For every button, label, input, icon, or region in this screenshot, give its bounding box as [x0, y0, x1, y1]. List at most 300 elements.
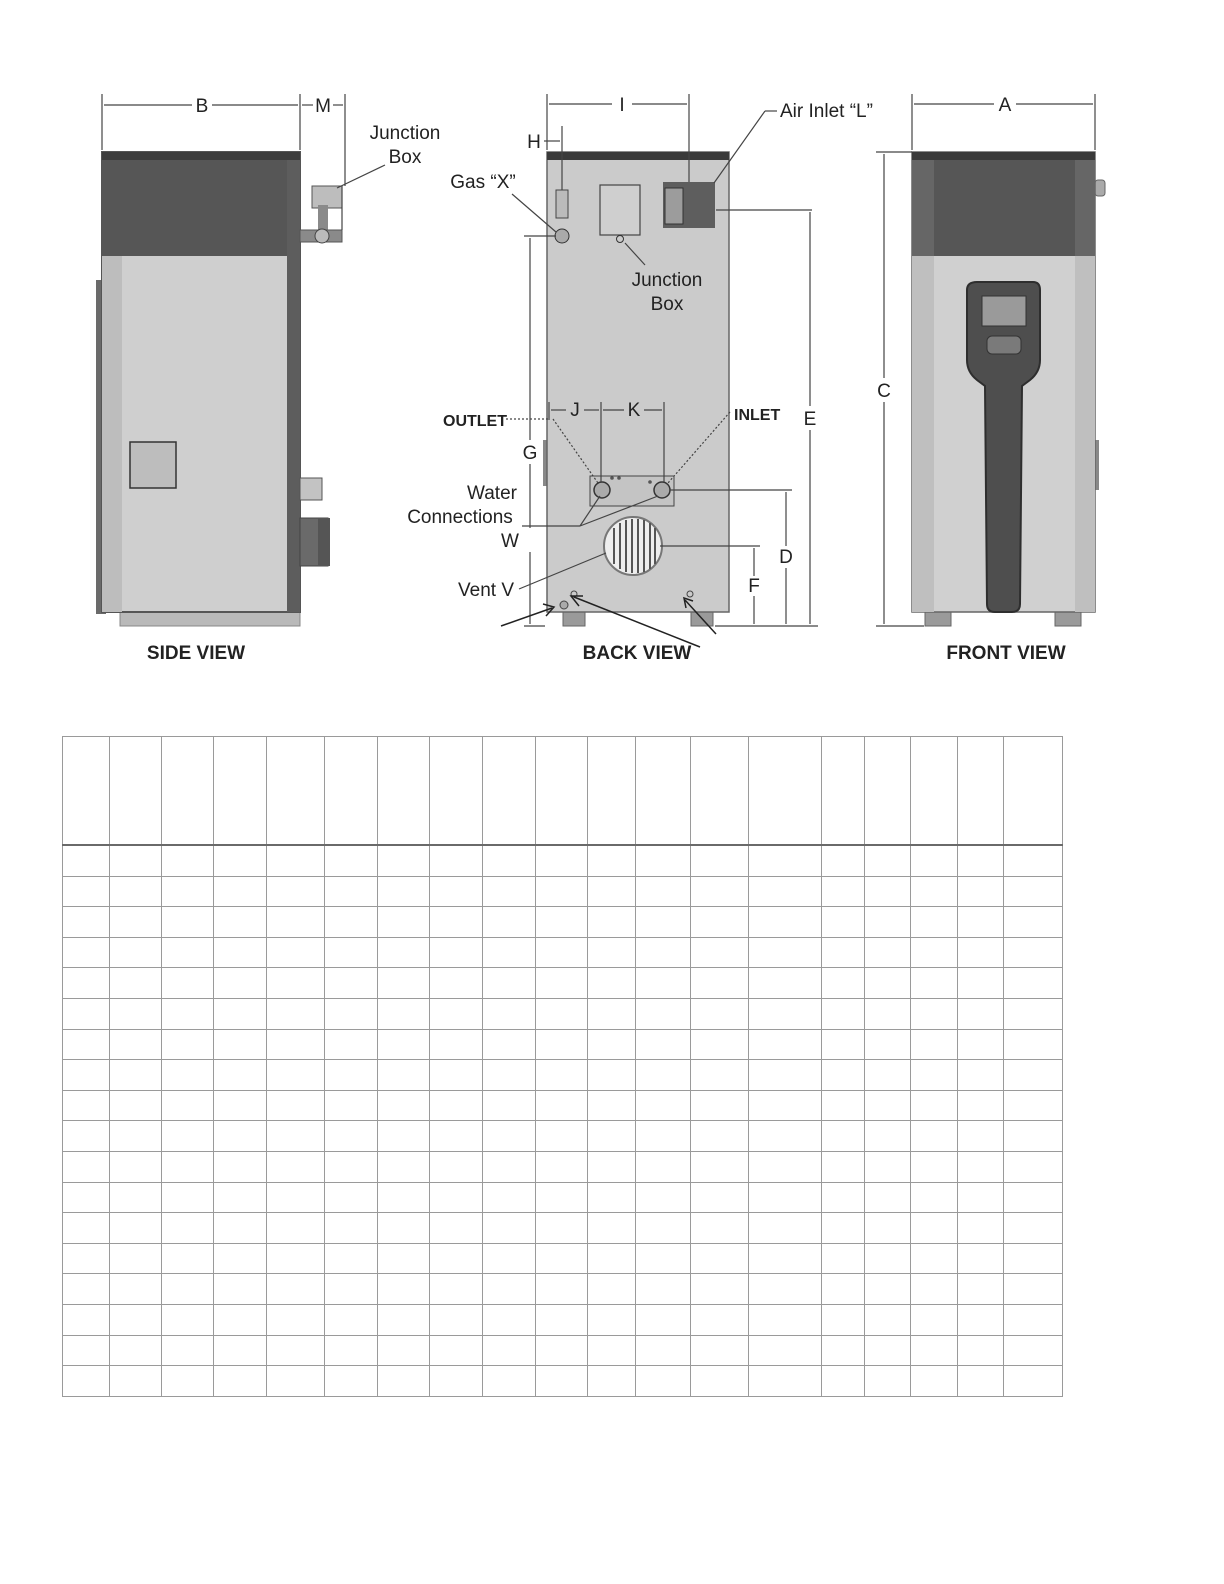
- table-cell: [162, 968, 214, 999]
- table-cell: [1004, 1182, 1063, 1213]
- table-cell: [63, 1304, 110, 1335]
- table-header-cell: [749, 737, 822, 846]
- table-cell: [536, 1335, 588, 1366]
- table-cell: [110, 1243, 162, 1274]
- table-cell: [110, 1335, 162, 1366]
- table-cell: [483, 1335, 536, 1366]
- table-cell: [749, 1304, 822, 1335]
- table-cell: [430, 968, 483, 999]
- table-cell: [865, 1213, 911, 1244]
- table-cell: [911, 998, 958, 1029]
- table-cell: [588, 1274, 636, 1305]
- table-cell: [588, 1243, 636, 1274]
- table-cell: [267, 1029, 325, 1060]
- back-junction-box-label-line2: Box: [650, 294, 684, 315]
- table-cell: [636, 1335, 691, 1366]
- table-row: [63, 1304, 1063, 1335]
- table-header-cell: [958, 737, 1004, 846]
- table-cell: [1004, 1366, 1063, 1397]
- table-cell: [588, 1213, 636, 1244]
- table-cell: [749, 1182, 822, 1213]
- table-cell: [588, 1304, 636, 1335]
- table-cell: [483, 845, 536, 876]
- table-cell: [267, 968, 325, 999]
- vent-label: Vent V: [458, 580, 514, 601]
- table-header-cell: [536, 737, 588, 846]
- table-cell: [865, 1182, 911, 1213]
- table-cell: [865, 907, 911, 938]
- table-cell: [63, 876, 110, 907]
- table-cell: [267, 1366, 325, 1397]
- back-view: [407, 94, 873, 664]
- table-cell: [911, 1060, 958, 1091]
- table-cell: [110, 1151, 162, 1182]
- table-cell: [378, 876, 430, 907]
- table-cell: [430, 907, 483, 938]
- table-cell: [822, 937, 865, 968]
- table-cell: [636, 1213, 691, 1244]
- table-cell: [636, 998, 691, 1029]
- table-cell: [110, 876, 162, 907]
- inlet-label: INLET: [734, 407, 781, 424]
- table-cell: [865, 1366, 911, 1397]
- table-cell: [865, 1029, 911, 1060]
- table-cell: [162, 1366, 214, 1397]
- table-cell: [911, 937, 958, 968]
- table-cell: [430, 1121, 483, 1152]
- dim-g-label: G: [522, 443, 538, 464]
- table-cell: [378, 1213, 430, 1244]
- table-cell: [267, 937, 325, 968]
- table-cell: [430, 1243, 483, 1274]
- table-cell: [865, 1243, 911, 1274]
- table-cell: [325, 937, 378, 968]
- table-cell: [378, 937, 430, 968]
- table-row: [63, 1213, 1063, 1244]
- table-cell: [911, 1274, 958, 1305]
- table-row: [63, 998, 1063, 1029]
- table-cell: [691, 1151, 749, 1182]
- table-cell: [214, 1213, 267, 1244]
- table-cell: [822, 876, 865, 907]
- table-cell: [110, 1060, 162, 1091]
- table-cell: [636, 907, 691, 938]
- table-cell: [822, 1366, 865, 1397]
- table-cell: [483, 1151, 536, 1182]
- table-cell: [749, 1121, 822, 1152]
- table-cell: [865, 1335, 911, 1366]
- table-header-cell: [691, 737, 749, 846]
- dim-h-label: H: [527, 132, 541, 153]
- table-cell: [267, 876, 325, 907]
- table-cell: [483, 1121, 536, 1152]
- table-cell: [691, 1366, 749, 1397]
- table-cell: [483, 937, 536, 968]
- table-cell: [865, 876, 911, 907]
- table-cell: [430, 876, 483, 907]
- table-row: [63, 876, 1063, 907]
- table-cell: [483, 1243, 536, 1274]
- table-cell: [63, 1121, 110, 1152]
- table-cell: [110, 1121, 162, 1152]
- table-cell: [63, 998, 110, 1029]
- table-cell: [588, 1182, 636, 1213]
- table-cell: [691, 1060, 749, 1091]
- table-cell: [325, 1274, 378, 1305]
- table-row: [63, 1243, 1063, 1274]
- table-cell: [636, 1182, 691, 1213]
- table-cell: [1004, 907, 1063, 938]
- table-cell: [958, 1151, 1004, 1182]
- table-cell: [214, 845, 267, 876]
- table-cell: [162, 1151, 214, 1182]
- table-cell: [162, 1090, 214, 1121]
- table-cell: [483, 1060, 536, 1091]
- table-cell: [911, 1029, 958, 1060]
- table-cell: [636, 1029, 691, 1060]
- table-cell: [749, 937, 822, 968]
- table-cell: [483, 1029, 536, 1060]
- table-cell: [536, 1182, 588, 1213]
- dim-f-label: F: [748, 576, 760, 597]
- table-cell: [63, 1243, 110, 1274]
- table-header-cell: [1004, 737, 1063, 846]
- table-cell: [214, 937, 267, 968]
- table-cell: [822, 1121, 865, 1152]
- table-cell: [691, 1304, 749, 1335]
- table-cell: [588, 907, 636, 938]
- table-cell: [162, 998, 214, 1029]
- table-cell: [958, 1243, 1004, 1274]
- table-cell: [110, 1182, 162, 1213]
- table-cell: [110, 1304, 162, 1335]
- table-cell: [267, 1274, 325, 1305]
- table-cell: [214, 1029, 267, 1060]
- table-cell: [214, 1090, 267, 1121]
- table-cell: [958, 1274, 1004, 1305]
- table-cell: [911, 1151, 958, 1182]
- table-cell: [588, 968, 636, 999]
- table-cell: [749, 1090, 822, 1121]
- table-cell: [1004, 937, 1063, 968]
- table-cell: [911, 1213, 958, 1244]
- table-cell: [958, 1182, 1004, 1213]
- table-cell: [378, 968, 430, 999]
- table-cell: [822, 1304, 865, 1335]
- table-cell: [958, 1304, 1004, 1335]
- table-cell: [214, 1121, 267, 1152]
- table-cell: [214, 1182, 267, 1213]
- table-cell: [214, 907, 267, 938]
- table-cell: [162, 1121, 214, 1152]
- table-cell: [378, 1060, 430, 1091]
- table-cell: [691, 1213, 749, 1244]
- table-cell: [536, 937, 588, 968]
- table-cell: [325, 1121, 378, 1152]
- table-cell: [749, 845, 822, 876]
- table-cell: [110, 845, 162, 876]
- table-row: [63, 1060, 1063, 1091]
- table-cell: [378, 1366, 430, 1397]
- table-cell: [749, 1213, 822, 1244]
- table-cell: [63, 1029, 110, 1060]
- table-cell: [536, 1121, 588, 1152]
- table-cell: [325, 1182, 378, 1213]
- table-cell: [588, 1090, 636, 1121]
- table-cell: [325, 1090, 378, 1121]
- table-cell: [911, 845, 958, 876]
- table-cell: [536, 845, 588, 876]
- table-cell: [267, 1090, 325, 1121]
- table-cell: [483, 907, 536, 938]
- table-cell: [162, 876, 214, 907]
- dim-d-label: D: [779, 547, 793, 568]
- table-header-cell: [63, 737, 110, 846]
- table-cell: [214, 998, 267, 1029]
- table-cell: [162, 1213, 214, 1244]
- table-cell: [325, 1243, 378, 1274]
- table-cell: [430, 1304, 483, 1335]
- table-cell: [325, 968, 378, 999]
- table-cell: [636, 937, 691, 968]
- table-cell: [588, 1151, 636, 1182]
- table-cell: [536, 1060, 588, 1091]
- table-row: [63, 1151, 1063, 1182]
- table-cell: [636, 1304, 691, 1335]
- table-cell: [110, 907, 162, 938]
- table-cell: [430, 1151, 483, 1182]
- table-cell: [214, 876, 267, 907]
- table-cell: [267, 907, 325, 938]
- table-cell: [958, 968, 1004, 999]
- table-cell: [1004, 1121, 1063, 1152]
- table-cell: [378, 1121, 430, 1152]
- table-cell: [1004, 845, 1063, 876]
- table-cell: [378, 1335, 430, 1366]
- table-cell: [378, 1182, 430, 1213]
- table-cell: [865, 1121, 911, 1152]
- table-cell: [958, 876, 1004, 907]
- table-cell: [483, 968, 536, 999]
- gas-label: Gas “X”: [450, 172, 516, 193]
- table-cell: [325, 845, 378, 876]
- table-cell: [110, 1366, 162, 1397]
- table-cell: [483, 1304, 536, 1335]
- table-cell: [822, 845, 865, 876]
- table-cell: [536, 998, 588, 1029]
- table-cell: [749, 1366, 822, 1397]
- table-cell: [536, 1029, 588, 1060]
- table-cell: [636, 1274, 691, 1305]
- table-cell: [325, 907, 378, 938]
- table-cell: [636, 845, 691, 876]
- table-row: [63, 845, 1063, 876]
- table-cell: [822, 1213, 865, 1244]
- junction-box-label-line2: Box: [388, 147, 422, 168]
- table-header-cell: [267, 737, 325, 846]
- dim-k-label: K: [627, 400, 641, 421]
- table-cell: [865, 1151, 911, 1182]
- front-view: [876, 94, 1105, 664]
- table-cell: [958, 907, 1004, 938]
- table-cell: [958, 1029, 1004, 1060]
- dim-b-label: B: [195, 96, 209, 117]
- table-cell: [536, 876, 588, 907]
- table-cell: [110, 1213, 162, 1244]
- table-cell: [378, 1151, 430, 1182]
- table-cell: [1004, 1274, 1063, 1305]
- table-cell: [267, 1151, 325, 1182]
- table-cell: [822, 1274, 865, 1305]
- table-cell: [588, 1366, 636, 1397]
- table-cell: [691, 1121, 749, 1152]
- table-header-cell: [636, 737, 691, 846]
- table-cell: [162, 907, 214, 938]
- table-cell: [958, 937, 1004, 968]
- table-cell: [691, 1029, 749, 1060]
- table-cell: [1004, 1213, 1063, 1244]
- table-cell: [822, 1029, 865, 1060]
- table-cell: [536, 907, 588, 938]
- table-cell: [162, 937, 214, 968]
- table-cell: [483, 1182, 536, 1213]
- table-cell: [483, 1090, 536, 1121]
- table-cell: [691, 1090, 749, 1121]
- table-row: [63, 1366, 1063, 1397]
- table-cell: [214, 1304, 267, 1335]
- table-cell: [536, 1151, 588, 1182]
- table-cell: [588, 876, 636, 907]
- table-cell: [536, 1090, 588, 1121]
- table-header-cell: [911, 737, 958, 846]
- boiler-dimension-diagram: [0, 0, 1224, 700]
- table-cell: [536, 1304, 588, 1335]
- table-cell: [1004, 1029, 1063, 1060]
- table-cell: [1004, 1151, 1063, 1182]
- outlet-label: OUTLET: [443, 413, 507, 430]
- table-row: [63, 1335, 1063, 1366]
- table-cell: [430, 1366, 483, 1397]
- table-cell: [267, 1213, 325, 1244]
- table-header-cell: [822, 737, 865, 846]
- dimensions-table: [62, 736, 1063, 1397]
- table-cell: [267, 1304, 325, 1335]
- table-cell: [214, 1151, 267, 1182]
- table-cell: [749, 907, 822, 938]
- table-cell: [865, 1090, 911, 1121]
- table-cell: [865, 1304, 911, 1335]
- table-cell: [430, 1060, 483, 1091]
- table-cell: [958, 998, 1004, 1029]
- table-cell: [958, 1090, 1004, 1121]
- table-cell: [749, 998, 822, 1029]
- table-header-cell: [378, 737, 430, 846]
- table-cell: [822, 1335, 865, 1366]
- table-cell: [536, 1243, 588, 1274]
- table-cell: [214, 968, 267, 999]
- table-cell: [588, 845, 636, 876]
- table-cell: [63, 1213, 110, 1244]
- table-cell: [378, 1304, 430, 1335]
- table-cell: [378, 1029, 430, 1060]
- table-cell: [110, 998, 162, 1029]
- table-cell: [911, 1121, 958, 1152]
- table-cell: [63, 1060, 110, 1091]
- table-cell: [1004, 998, 1063, 1029]
- table-cell: [911, 968, 958, 999]
- table-cell: [378, 1090, 430, 1121]
- table-cell: [636, 1060, 691, 1091]
- table-cell: [162, 1182, 214, 1213]
- table-cell: [636, 876, 691, 907]
- table-cell: [430, 1182, 483, 1213]
- table-cell: [958, 1121, 1004, 1152]
- junction-box-label-line1: Junction: [369, 123, 441, 144]
- air-inlet-label: Air Inlet “L”: [780, 101, 873, 122]
- table-cell: [110, 968, 162, 999]
- table-cell: [958, 1213, 1004, 1244]
- table-cell: [822, 968, 865, 999]
- table-cell: [865, 998, 911, 1029]
- table-cell: [110, 1090, 162, 1121]
- dim-i-label: I: [619, 95, 625, 116]
- table-cell: [1004, 1060, 1063, 1091]
- water-connections-label-line1: Water: [467, 483, 517, 504]
- table-cell: [110, 937, 162, 968]
- table-cell: [865, 968, 911, 999]
- table-row: [63, 1274, 1063, 1305]
- table-cell: [325, 1029, 378, 1060]
- table-cell: [822, 1182, 865, 1213]
- table-cell: [588, 1029, 636, 1060]
- table-cell: [267, 1060, 325, 1091]
- table-cell: [483, 1213, 536, 1244]
- dim-w-label: W: [501, 531, 519, 552]
- table-row: [63, 1182, 1063, 1213]
- table-cell: [911, 1182, 958, 1213]
- table-header-cell: [865, 737, 911, 846]
- table-cell: [1004, 968, 1063, 999]
- table-row: [63, 1029, 1063, 1060]
- table-cell: [63, 1151, 110, 1182]
- table-cell: [325, 1060, 378, 1091]
- table-cell: [430, 1029, 483, 1060]
- table-cell: [63, 1182, 110, 1213]
- table-cell: [636, 968, 691, 999]
- table-cell: [911, 1243, 958, 1274]
- table-cell: [691, 1274, 749, 1305]
- table-cell: [588, 937, 636, 968]
- table-cell: [822, 1060, 865, 1091]
- table-cell: [214, 1060, 267, 1091]
- table-cell: [822, 907, 865, 938]
- table-header-cell: [325, 737, 378, 846]
- table-header-cell: [430, 737, 483, 846]
- table-cell: [865, 1274, 911, 1305]
- table-cell: [162, 1029, 214, 1060]
- table-cell: [267, 845, 325, 876]
- water-connections-label-line2: Connections: [407, 507, 513, 528]
- table-header-cell: [110, 737, 162, 846]
- table-cell: [162, 1060, 214, 1091]
- table-cell: [691, 845, 749, 876]
- table-cell: [636, 1243, 691, 1274]
- table-cell: [1004, 876, 1063, 907]
- table-cell: [822, 998, 865, 1029]
- table-cell: [267, 1243, 325, 1274]
- side-view: [96, 94, 440, 664]
- table-cell: [691, 1335, 749, 1366]
